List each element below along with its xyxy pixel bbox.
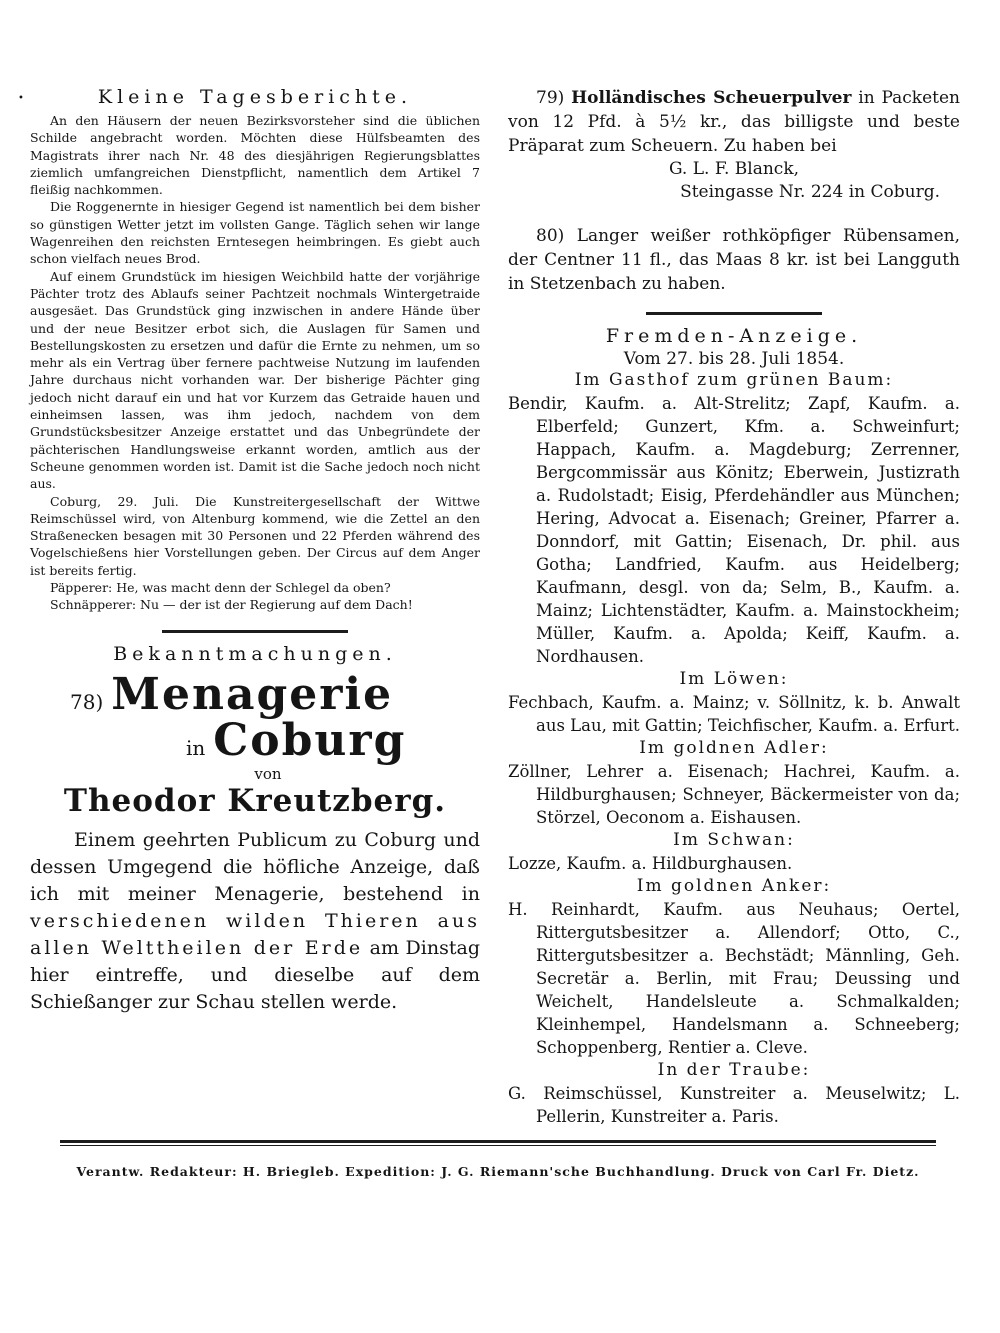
ad-79-seller: G. L. F. Blanck, (668, 159, 800, 179)
ad-78-text-spaced: verschiedenen wilden Thieren aus allen Welttheilen der Erde (30, 909, 480, 959)
section-heading-news: Kleine Tagesberichte. (97, 86, 413, 108)
ad-79-address: Steingasse Nr. 224 in Coburg. (680, 182, 940, 202)
margin-mark: • (18, 93, 24, 104)
divider-rule (646, 312, 822, 315)
section-heading-announcements: Bekanntmachungen. (113, 642, 397, 665)
inn-guest-list: G. Reimschüssel, Kunstreiter a. Meuselwitz; L. Pellerin, Kunstreiter a. Paris. (508, 1084, 960, 1126)
inn-guest-list: Fechbach, Kaufm. a. Mainz; v. Söllnitz, k. b. Anwalt aus Lau, mit Gattin; Teichfischer, Kaufm. a. Erfurt. (508, 693, 960, 735)
ad-78-city-line (186, 714, 480, 766)
ad-78-text-b: am Dinstag hier eintreffe, und dieselbe auf dem Schießanger zur Schau stellen werde. (30, 936, 480, 1013)
ad-79-text: in Packeten von 12 Pfd. à 5½ kr., das billigste und beste Präparat zum Scheuern. Zu haben bei (508, 88, 961, 156)
ad-number: 78) (70, 689, 104, 714)
dialogue-line: Päpperer: He, was macht denn der Schlegel da oben? (50, 580, 391, 596)
dialogue-line: Schnäpperer: Nu — der ist der Regierung auf dem Dach! (50, 597, 413, 613)
ad-80: 80) Langer weißer rothköpfiger Rübensamen, der Centner 11 fl., das Maas 8 kr. ist bei Langguth in Stetzenbach zu haben. (508, 226, 960, 294)
news-paragraph: Coburg, 29. Juli. Die Kunstreitergesellschaft der Wittwe Reimschüssel wird, von Altenburg kommend, wie die Zettel an den Straßenecken besagen mit 30 Personen und 22 Pferden während des Vogelschießens hier Vorstellungen geben. Der Circus auf dem Anger ist bereits fertig. (30, 493, 480, 578)
ad-78-in: in (186, 735, 206, 760)
inn-heading: Im Löwen: (679, 669, 789, 689)
visitors-date-range: Vom 27. bis 28. Juli 1854. (623, 349, 845, 369)
news-paragraph: Die Roggenernte in hiesiger Gegend ist namentlich bei dem bisher so günstigen Wetter jetzt im vollsten Gange. Täglich sehen wir lange Wagenreihen den reichsten Erntesegen heimbringen. Es giebt auch schon vielfach neues Brod. (30, 199, 480, 267)
ad-79-title: Holländisches Scheuerpulver (571, 88, 852, 108)
inn-heading: Im Schwan: (673, 830, 795, 850)
ad-78-title: Menagerie (111, 668, 394, 720)
inn-heading: Im goldnen Anker: (636, 876, 832, 896)
section-heading-visitors: Fremden-Anzeige. (605, 325, 863, 347)
inn-heading: Im Gasthof zum grünen Baum: (574, 370, 894, 390)
right-column (508, 86, 960, 1128)
footer-rule (60, 1140, 936, 1143)
inn-guest-list: Bendir, Kaufm. a. Alt-Strelitz; Zapf, Kaufm. a. Elberfeld; Gunzert, Kfm. a. Schweinfurt; Happach, Kaufm. a. Magdeburg; Zerrenner, Bergcommissär aus Könitz; Eberwein, Justizrath a. Rudolstadt; Eisig, Pferdehändler aus München; Hering, Advocat a. Eisenach; Greiner, Pfarrer a. Donndorf, mit Gattin; Eisenach, Dr. phil. aus Gotha; Landfried, Kaufm. aus Heidelberg; Kaufmann, desgl. von da; Selm, B., Kaufm. a. Mainz; Lichtenstädter, Kaufm. a. Mainstockheim; Müller, Kaufm. a. Apolda; Keiff, Kaufm. a. Nordhausen. (508, 394, 960, 666)
ad-78-title-line (30, 668, 480, 720)
divider-rule (162, 630, 348, 633)
ad-79-number: 79) (536, 88, 565, 108)
ad-78-owner: Theodor Kreutzberg. (63, 782, 447, 819)
news-paragraph: Auf einem Grundstück im hiesigen Weichbild hatte der vorjährige Pächter trotz des Ablaufs seiner Pachtzeit nochmals Wintergetraide ausgesäet. Das Grundstück ging inzwischen in andere Hände über und der neue Besitzer erbot sich, die Auslagen für Samen und Bestellungskosten zu ersetzen und dafür die Ernte zu nehmen, um so mehr als ein Vertrag über fernere pachtweise Nutzung im laufenden Jahre durchaus nicht vorhanden war. Der bisherige Pächter ging jedoch nicht darauf ein und hat vor Kurzem das Getraide hauen und einheimsen lassen, was ihm jedoch, nachdem von dem Grundstücksbesitzer Anzeige erstattet und das Unbegründete der pächterischen Handlungsweise erkannt worden, amtlich aus der Scheune genommen worden ist. Damit ist die Sache jedoch noch nicht aus. (30, 268, 480, 492)
ad-78-text-a: Einem geehrten Publicum zu Coburg und dessen Umgegend die höfliche Anzeige, daß ich mit meiner Menagerie, bestehend in (30, 828, 480, 905)
ad-78-von: von (254, 764, 282, 783)
footer-rule (60, 1145, 936, 1146)
inn-heading: Im goldnen Adler: (639, 738, 829, 758)
ad-78-body (30, 827, 480, 1016)
news-paragraph: An den Häusern der neuen Bezirksvorsteher sind die üblichen Schilde angebracht worden. Möchten diese Hülfsbeamten des Magistrats ihrer nach Nr. 48 des diesjährigen Regierungsblattes ziemlich umfangreichen Dienstpflicht, namentlich dem Artikel 7 fleißig nachkommen. (30, 113, 480, 198)
inn-guest-list: Lozze, Kaufm. a. Hildburghausen. (508, 854, 793, 873)
inn-guest-list: Zöllner, Lehrer a. Eisenach; Hachrei, Kaufm. a. Hildburghausen; Schneyer, Bäckermeister von da; Störzel, Oeconom a. Eishausen. (508, 762, 960, 827)
ad-79 (508, 86, 960, 158)
ad-78-city: Coburg (213, 714, 407, 766)
imprint-footer: Verantw. Redakteur: H. Briegleb. Expedition: J. G. Riemann'sche Buchhandlung. Druck von Carl Fr. Dietz. (76, 1164, 920, 1179)
left-column (30, 86, 480, 1016)
inn-guest-list: H. Reinhardt, Kaufm. aus Neuhaus; Oertel, Rittergutsbesitzer a. Allendorf; Otto, C., Rittergutsbesitzer a. Bechstädt; Männling, Geh. Secretär a. Berlin, mit Frau; Deussing und Weichelt, Handelsleute a. Schmalkalden; Kleinhempel, Handelsmann a. Schneeberg; Schoppenberg, Rentier a. Cleve. (508, 900, 960, 1057)
inn-heading: In der Traube: (657, 1060, 811, 1080)
